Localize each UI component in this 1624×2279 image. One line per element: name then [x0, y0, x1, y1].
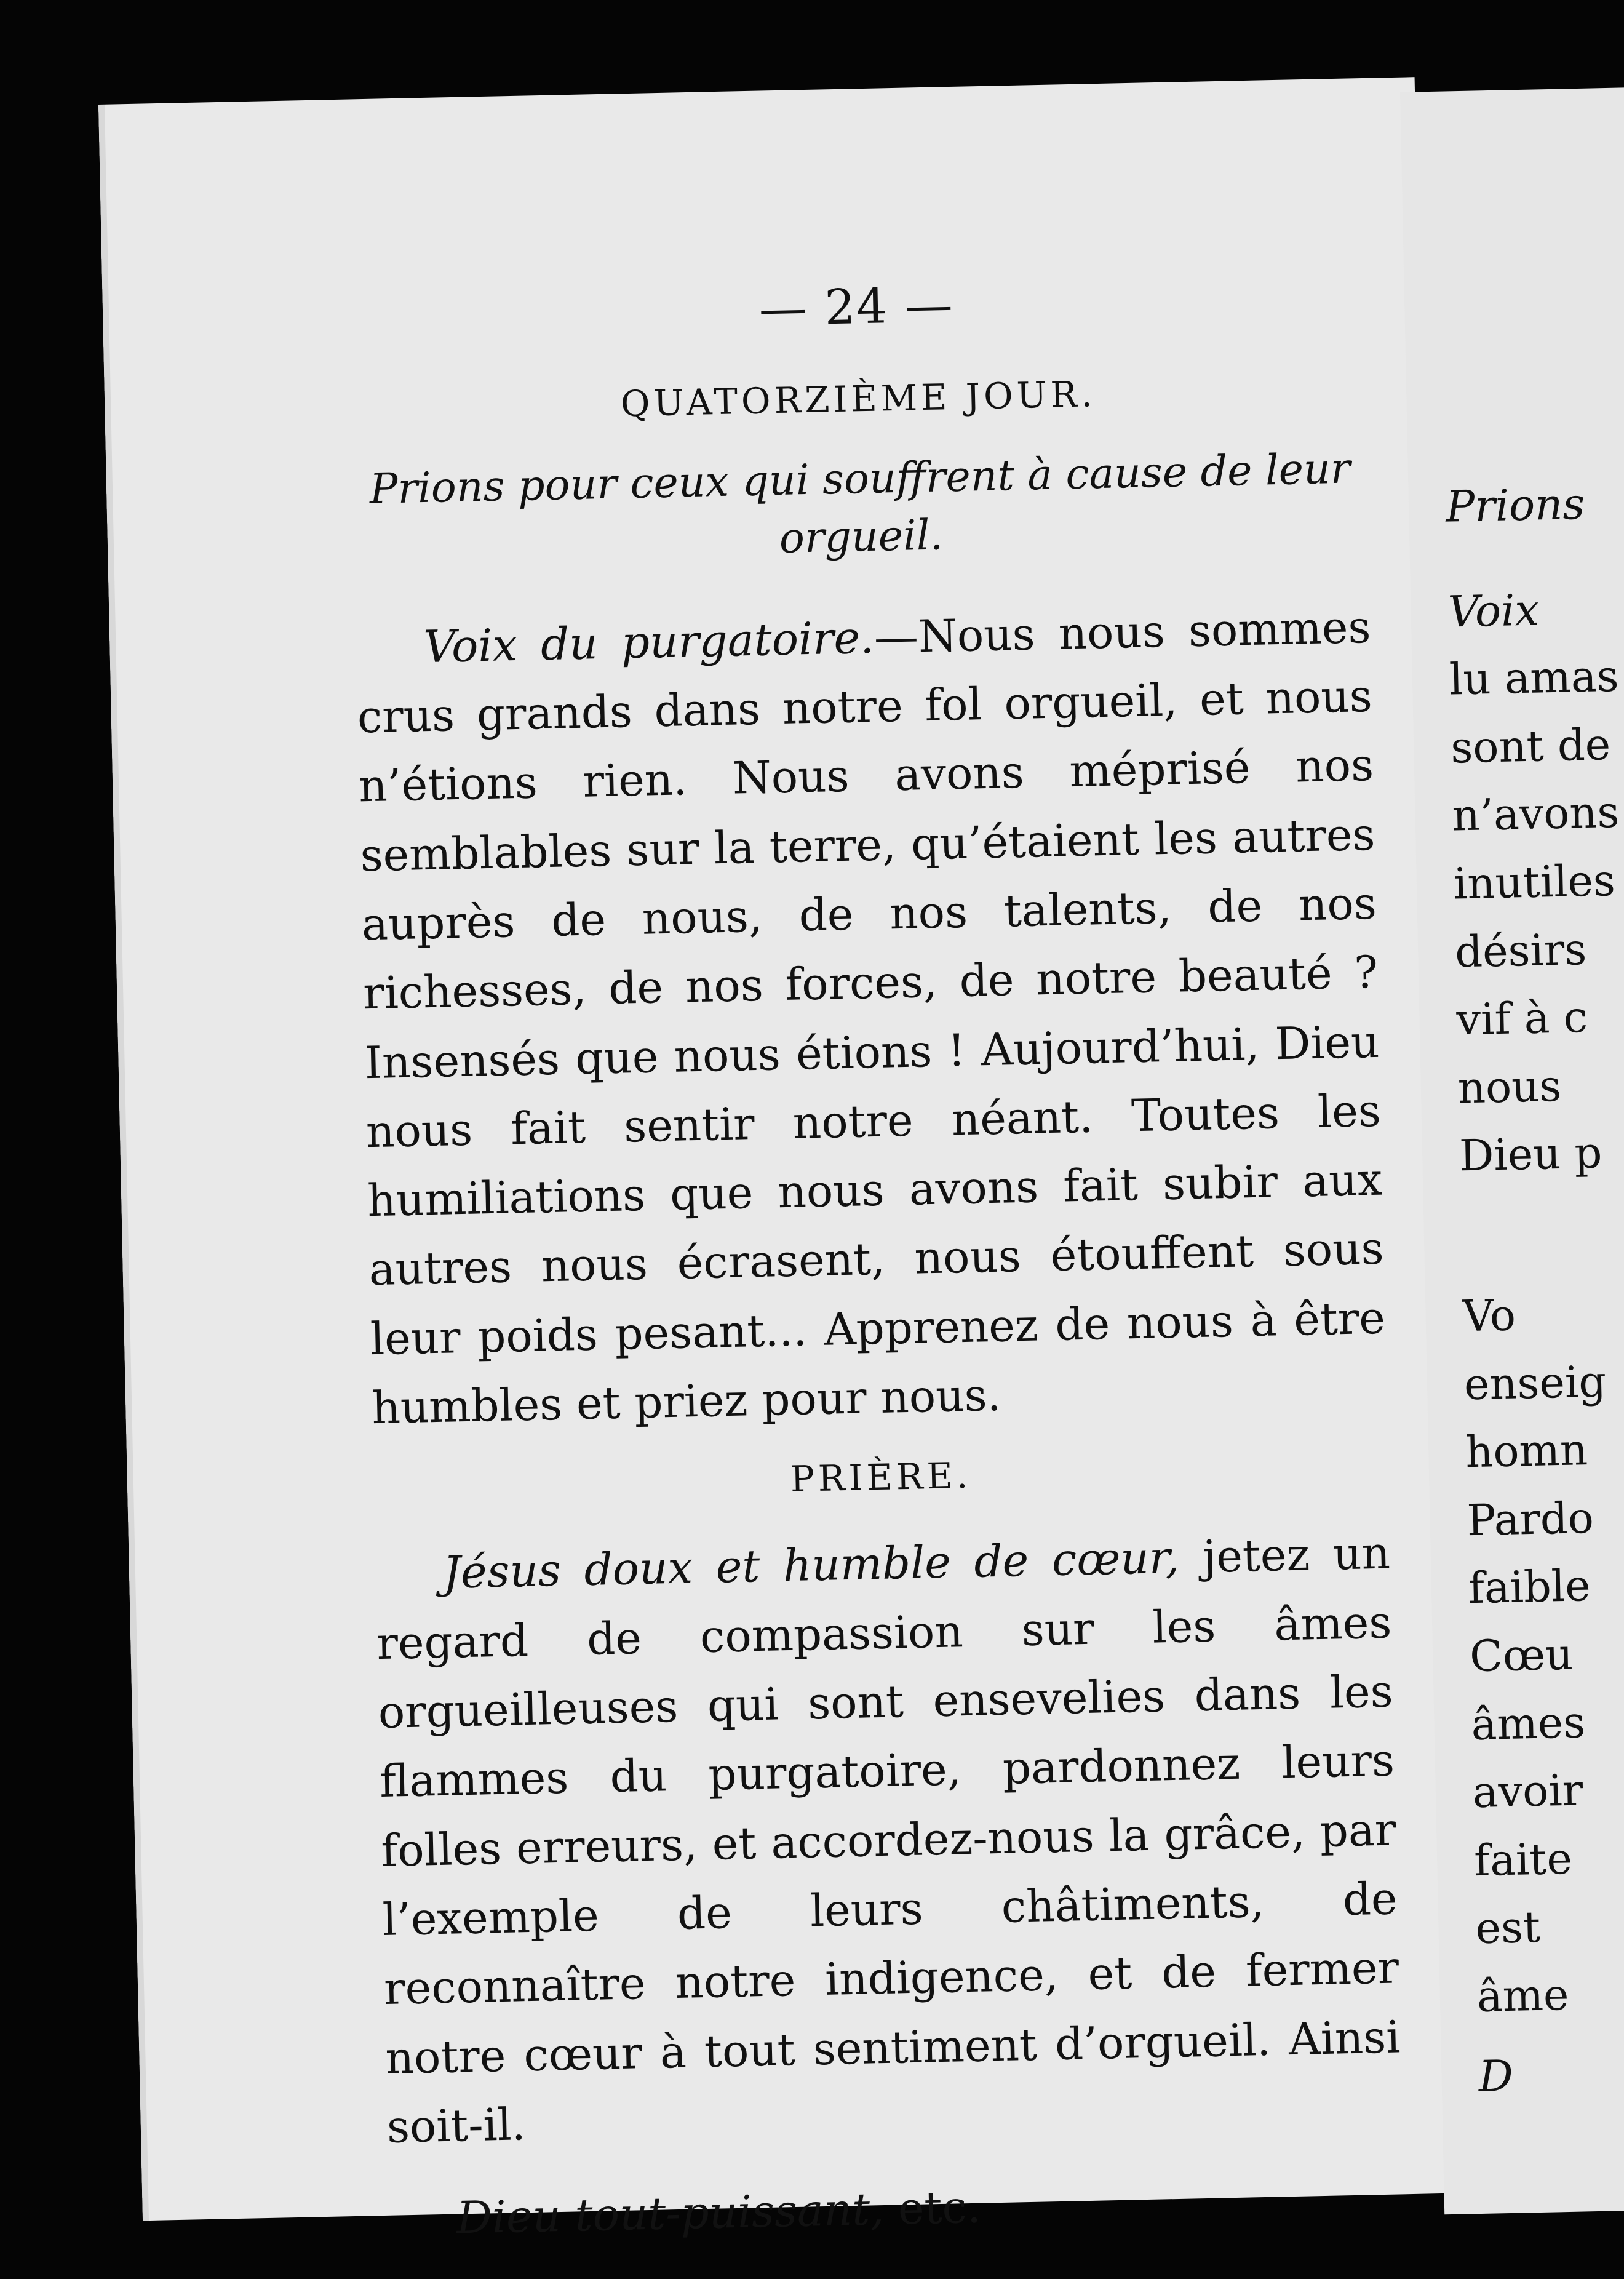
prayer-heading: PRIÈRE.	[790, 1455, 972, 1501]
right-line: faite	[1473, 1833, 1573, 1886]
left-page	[98, 77, 1459, 2244]
right-line: enseig	[1463, 1355, 1607, 1410]
voice-paragraph	[355, 593, 1387, 1443]
prayer-intention: Prions pour ceux qui souffrent à cause de leur orgueil.	[369, 444, 1351, 563]
right-line: Voix	[1447, 585, 1540, 637]
closing-rest: etc.	[883, 2181, 982, 2235]
right-line: D	[1478, 2051, 1514, 2102]
voice-label: Voix du purgatoire.	[423, 611, 875, 673]
right-line: lu amas	[1449, 650, 1620, 705]
right-line: faible	[1468, 1560, 1591, 1614]
page-number: — 24 —	[758, 277, 955, 337]
prayer-invocation: Jésus doux et humble de cœur,	[442, 1531, 1180, 1599]
right-line: homn	[1465, 1424, 1588, 1478]
right-line: avoir	[1472, 1765, 1583, 1818]
right-line: sont de	[1450, 719, 1611, 773]
right-line: désirs	[1454, 924, 1588, 977]
prayer-paragraph	[375, 1519, 1403, 2161]
right-line: Pardo	[1466, 1492, 1594, 1546]
right-line: nous	[1457, 1060, 1562, 1114]
voice-text: —Nous nous sommes crus grands dans notre fol orgueil, et nous n’étions rien. Nous avons méprisé nos semblables sur la terre, qu’étaient les autres auprès de nous, de nos talents, de nos richesses, de nos forces, de notre beauté ? Insensés que nous étions ! Aujourd’hui, Dieu nous fait sentir notre néant. Toutes les humiliations que nous avons fait subir aux autres nous écrasent, nous étouffent sous leur poids pesant... Apprenez de nous à être humbles et priez pour nous.	[357, 601, 1386, 1434]
right-line: âmes	[1470, 1696, 1586, 1750]
closing-line	[388, 2165, 1404, 2253]
right-line: Dieu p	[1459, 1127, 1603, 1181]
right-line: Vo	[1462, 1290, 1516, 1342]
right-line: inutiles	[1453, 855, 1616, 909]
right-line: Prions	[1445, 478, 1586, 532]
left-page-text	[348, 269, 1404, 2253]
right-page-text	[1445, 469, 1624, 2111]
prayer-text: jetez un regard de compassion sur les âmes orgueilleuses qui sont ensevelies dans les flammes du purgatoire, pardonnez leurs folles erreurs, et accordez-nous la grâce, par l’exemple de leurs châtiments, de reconnaître notre indigence, et de fermer notre cœur à tout sentiment d’orgueil. Ainsi soit-il.	[376, 1527, 1401, 2153]
right-line: âme	[1476, 1969, 1570, 2022]
day-heading: QUATORZIÈME JOUR.	[620, 373, 1097, 425]
right-line: est	[1475, 1902, 1541, 1954]
closing-italic: Dieu tout-puissant,	[456, 2183, 885, 2244]
right-line: n’avons	[1451, 787, 1620, 841]
right-line: vif à c	[1455, 992, 1588, 1045]
right-line: Cœu	[1469, 1629, 1574, 1682]
